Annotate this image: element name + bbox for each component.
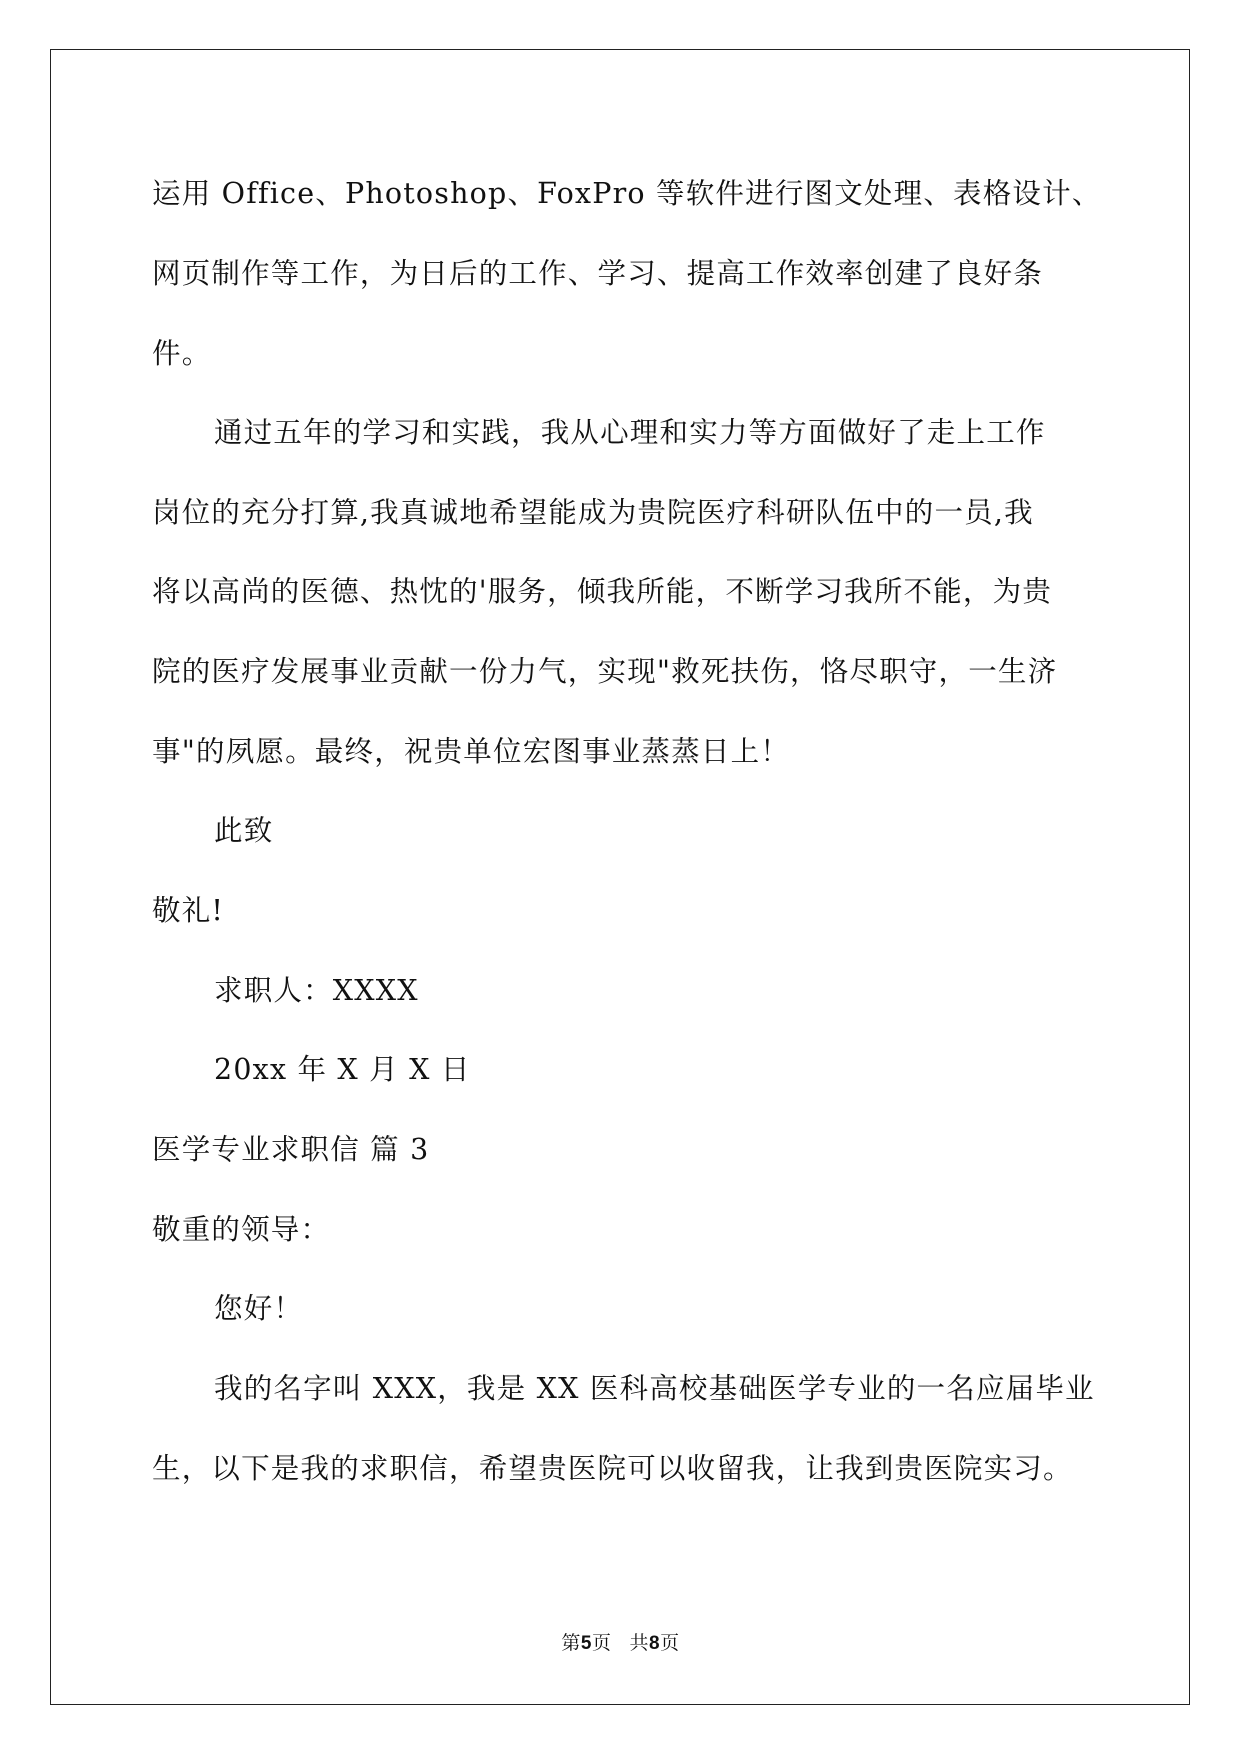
body-line-introduction: 我的名字叫 XXX，我是 XX 医科高校基础医学专业的一名应届毕业 [214,1372,1095,1405]
footer-page-number: 5 [580,1633,592,1654]
body-line-conditions: 件。 [152,337,212,370]
applicant-signature: 求职人：XXXX [214,974,419,1007]
greeting-address: 敬重的领导： [152,1213,331,1246]
footer-total-pages: 8 [649,1633,661,1654]
body-line-five-years: 通过五年的学习和实践，我从心理和实力等方面做好了走上工作 [214,416,1046,449]
body-line-internship: 生，以下是我的求职信，希望贵医院可以收留我，让我到贵医院实习。 [152,1452,1073,1485]
closing-salutation: 此致 [214,814,274,847]
body-line-contribution: 院的医疗发展事业贡献一份力气，实现"救死扶伤，恪尽职守，一生济 [152,655,1058,688]
closing-regards: 敬礼! [152,894,225,927]
footer-total-suffix: 页 [660,1632,680,1654]
footer-page-suffix: 页 [591,1632,612,1654]
body-line-ethics: 将以高尚的医德、热忱的'服务，倾我所能，不断学习我所不能，为贵 [152,575,1053,608]
footer-total-prefix: 共 [629,1632,650,1654]
body-line-position: 岗位的充分打算,我真诚地希望能成为贵院医疗科研队伍中的一员,我 [152,496,1034,529]
letter-date: 20xx 年 X 月 X 日 [214,1053,471,1086]
body-line-wish: 事"的夙愿。最终，祝贵单位宏图事业蒸蒸日上！ [152,735,791,768]
footer-page-prefix: 第 [561,1632,581,1654]
section-title: 医学专业求职信 篇 3 [152,1133,430,1166]
body-line-software-skills: 运用 Office、Photoshop、FoxPro 等软件进行图文处理、表格设计、 [152,177,1102,210]
page-footer [0,1628,1241,1655]
body-line-webpage-work: 网页制作等工作，为日后的工作、学习、提高工作效率创建了良好条 [152,257,1044,290]
greeting-hello: 您好！ [214,1292,304,1325]
